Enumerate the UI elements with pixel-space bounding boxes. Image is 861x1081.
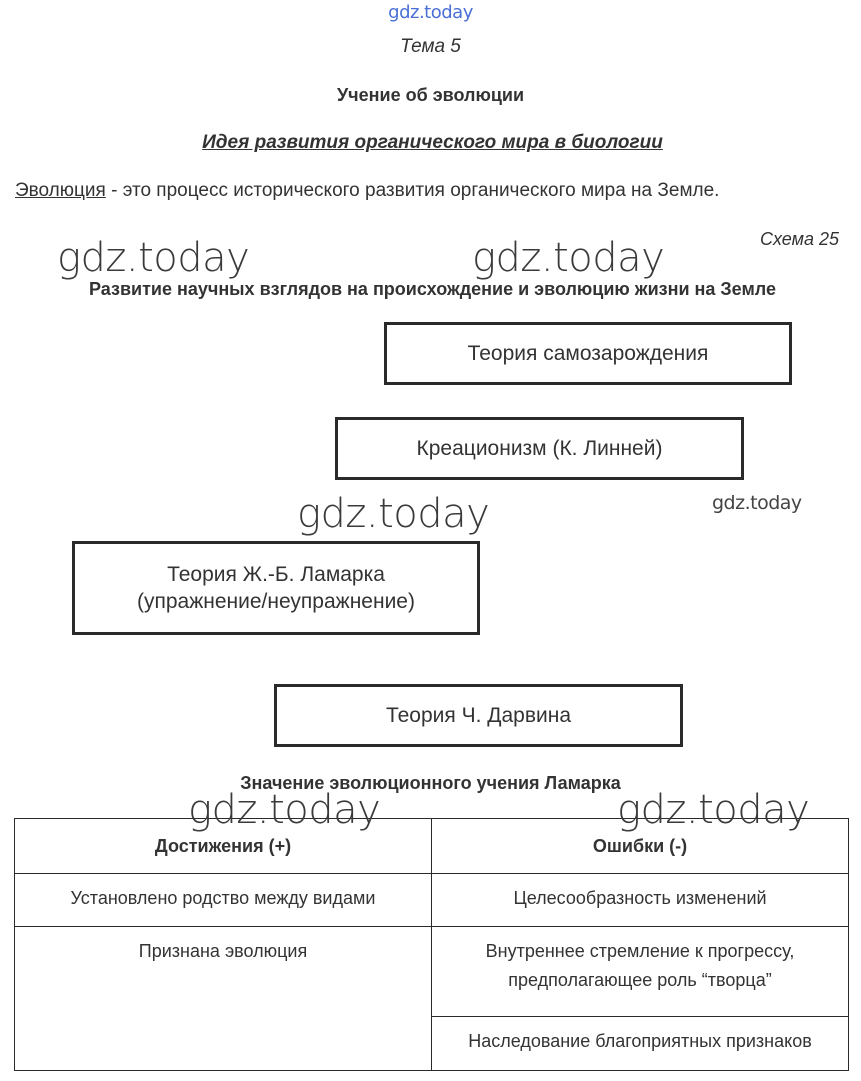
watermark-5: gdz.today bbox=[188, 787, 381, 833]
section-subtitle: Идея развития органического мира в биологии bbox=[202, 132, 663, 153]
error-cell: Внутреннее стремление к прогрессу, предполагающее роль “творца” bbox=[432, 927, 849, 1017]
definition-text: - это процесс исторического развития органического мира на Земле. bbox=[105, 180, 720, 201]
watermark-2: gdz.today bbox=[472, 235, 665, 281]
theory-spontaneous-generation-box bbox=[384, 322, 792, 385]
box-label: Креационизм (К. Линней) bbox=[416, 436, 663, 460]
topic-label: Тема 5 bbox=[400, 36, 461, 57]
creationism-box bbox=[335, 417, 744, 480]
watermark-3: gdz.today bbox=[712, 492, 802, 514]
scheme-title: Развитие научных взглядов на происхождение и эволюцию жизни на Земле bbox=[89, 279, 776, 299]
errors-header: Ошибки (-) bbox=[432, 819, 849, 874]
error-cell: Наследование благоприятных признаков bbox=[432, 1017, 849, 1071]
table-row bbox=[15, 927, 849, 1017]
lamarck-theory-box bbox=[72, 541, 480, 635]
achievement-cell: Признана эволюция bbox=[15, 927, 432, 1071]
table-row bbox=[15, 874, 849, 927]
watermark-top: gdz.today bbox=[388, 2, 473, 23]
box-label: Теория Ж.-Б. Ламарка bbox=[167, 562, 385, 586]
evolution-definition bbox=[15, 180, 855, 202]
watermark-1: gdz.today bbox=[57, 235, 250, 281]
watermark-4: gdz.today bbox=[297, 491, 490, 537]
error-cell: Целесообразность изменений bbox=[432, 874, 849, 927]
achievement-cell: Установлено родство между видами bbox=[15, 874, 432, 927]
darwin-theory-box bbox=[274, 684, 683, 747]
box-label: Теория Ч. Дарвина bbox=[385, 703, 572, 727]
box-sublabel: (упражнение/неупражнение) bbox=[137, 590, 415, 613]
lamarck-significance-table bbox=[14, 818, 849, 1071]
scheme-label: Схема 25 bbox=[760, 229, 839, 249]
box-label: Теория самозарождения bbox=[467, 341, 709, 365]
achievements-header: Достижения (+) bbox=[15, 819, 432, 874]
definition-term: Эволюция bbox=[15, 180, 106, 201]
page-title: Учение об эволюции bbox=[336, 85, 525, 105]
watermark-6: gdz.today bbox=[617, 787, 810, 833]
table-title: Значение эволюционного учения Ламарка bbox=[240, 773, 621, 793]
